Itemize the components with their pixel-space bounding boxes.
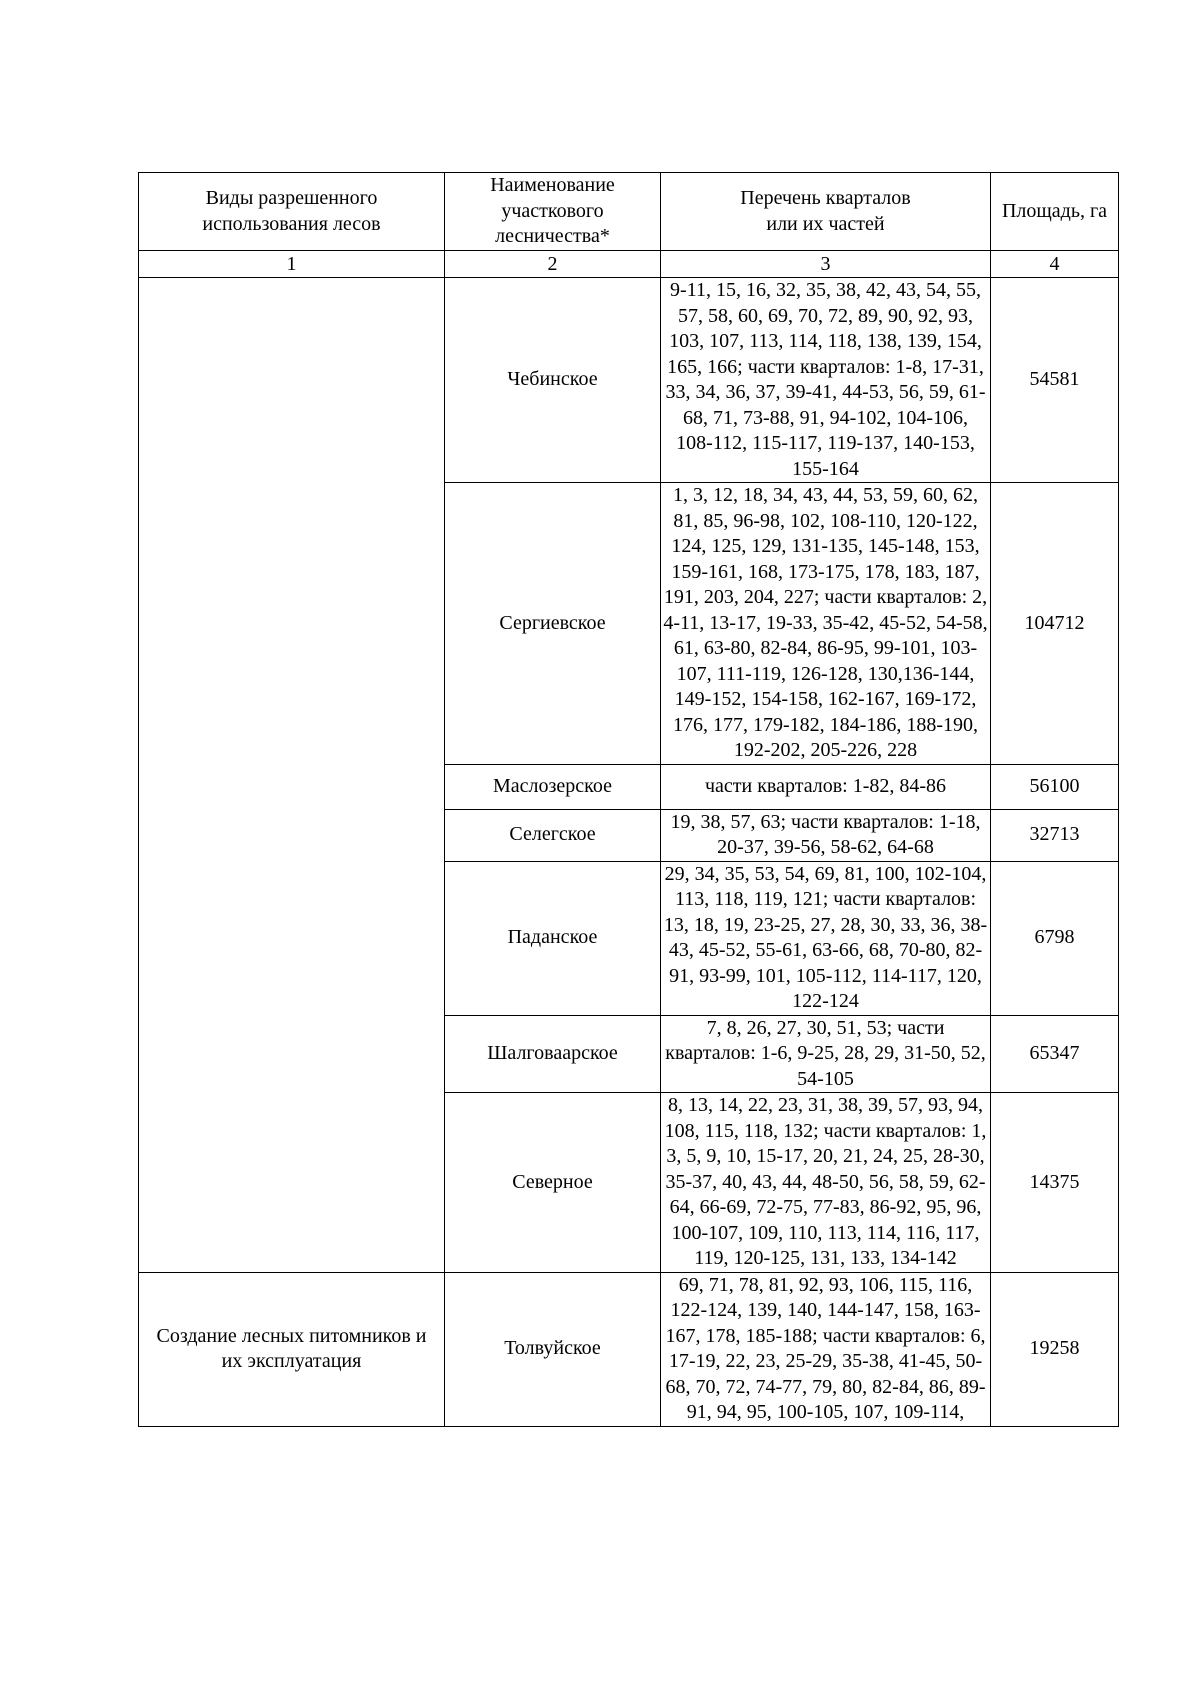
table-row [139, 1272, 1119, 1426]
forestry-name: Чебинское [445, 278, 661, 483]
area-value: 104712 [991, 483, 1119, 765]
quarters-list: 29, 34, 35, 53, 54, 69, 81, 100, 102-104, 113, 118, 119, 121; части кварталов: 13, 18, 19, 23-25, 27, 28, 30, 33, 36, 38-43, 45-52, 55-61, 63-66, 68, 70-80, 82-91, 93-99, 101, 105-112, 114-117, 120, 122-124 [661, 861, 991, 1015]
header-row [139, 173, 1119, 251]
column-number: 1 [139, 251, 445, 278]
forestry-name: Толвуйское [445, 1272, 661, 1426]
forest-use-kind: Создание лесных питомников и их эксплуатация [139, 1272, 445, 1426]
column-number: 2 [445, 251, 661, 278]
forestry-name: Северное [445, 1093, 661, 1273]
header-area: Площадь, га [991, 173, 1119, 251]
forestry-name: Паданское [445, 861, 661, 1015]
quarters-list: части кварталов: 1-82, 84-86 [661, 764, 991, 809]
quarters-list: 19, 38, 57, 63; части кварталов: 1-18, 20-37, 39-56, 58-62, 64-68 [661, 809, 991, 861]
forestry-name: Шалговаарское [445, 1015, 661, 1093]
quarters-list: 69, 71, 78, 81, 92, 93, 106, 115, 116, 122-124, 139, 140, 144-147, 158, 163-167, 178, 185-188; части кварталов: 6, 17-19, 22, 23, 25-29, 35-38, 41-45, 50-68, 70, 72, 74-77, 79, 80, 82-84, 86, 89-91, 94, 95, 100-105, 107, 109-114, [661, 1272, 991, 1426]
area-value: 32713 [991, 809, 1119, 861]
quarters-list: 9-11, 15, 16, 32, 35, 38, 42, 43, 54, 55, 57, 58, 60, 69, 70, 72, 89, 90, 92, 93, 103, 107, 113, 114, 118, 138, 139, 154, 165, 166; части кварталов: 1-8, 17-31, 33, 34, 36, 37, 39-41, 44-53, 56, 59, 61-68, 71, 73-88, 91, 94-102, 104-106, 108-112, 115-117, 119-137, 140-153, 155-164 [661, 278, 991, 483]
forestry-name: Сергиевское [445, 483, 661, 765]
quarters-list: 7, 8, 26, 27, 30, 51, 53; части кварталов: 1-6, 9-25, 28, 29, 31-50, 52, 54-105 [661, 1015, 991, 1093]
column-number: 3 [661, 251, 991, 278]
area-value: 14375 [991, 1093, 1119, 1273]
quarters-list: 1, 3, 12, 18, 34, 43, 44, 53, 59, 60, 62, 81, 85, 96-98, 102, 108-110, 120-122, 124, 125, 129, 131-135, 145-148, 153, 159-161, 168, 173-175, 178, 183, 187, 191, 203, 204, 227; части кварталов: 2, 4-11, 13-17, 19-33, 35-42, 45-52, 54-58, 61, 63-80, 82-84, 86-95, 99-101, 103-107, 111-119, 126-128, 130,136-144, 149-152, 154-158, 162-167, 169-172, 176, 177, 179-182, 184-186, 188-190, 192-202, 205-226, 228 [661, 483, 991, 765]
header-kind: Виды разрешенного использования лесов [139, 173, 445, 251]
table-row [139, 278, 1119, 483]
column-number: 4 [991, 251, 1119, 278]
area-value: 54581 [991, 278, 1119, 483]
quarters-list: 8, 13, 14, 22, 23, 31, 38, 39, 57, 93, 94, 108, 115, 118, 132; части кварталов: 1, 3, 5, 9, 10, 15-17, 20, 21, 24, 25, 28-30, 35-37, 40, 43, 44, 48-50, 56, 58, 59, 62-64, 66-69, 72-75, 77-83, 86-92, 95, 96, 100-107, 109, 110, 113, 114, 116, 117, 119, 120-125, 131, 133, 134-142 [661, 1093, 991, 1273]
area-value: 6798 [991, 861, 1119, 1015]
forest-use-table [138, 172, 1119, 1427]
area-value: 56100 [991, 764, 1119, 809]
area-value: 19258 [991, 1272, 1119, 1426]
column-number-row [139, 251, 1119, 278]
area-value: 65347 [991, 1015, 1119, 1093]
header-quarters: Перечень кварталов или их частей [661, 173, 991, 251]
forestry-name: Селегское [445, 809, 661, 861]
kind-cell-empty [139, 278, 445, 1273]
forestry-name: Маслозерское [445, 764, 661, 809]
header-forestry: Наименование участкового лесничества* [445, 173, 661, 251]
